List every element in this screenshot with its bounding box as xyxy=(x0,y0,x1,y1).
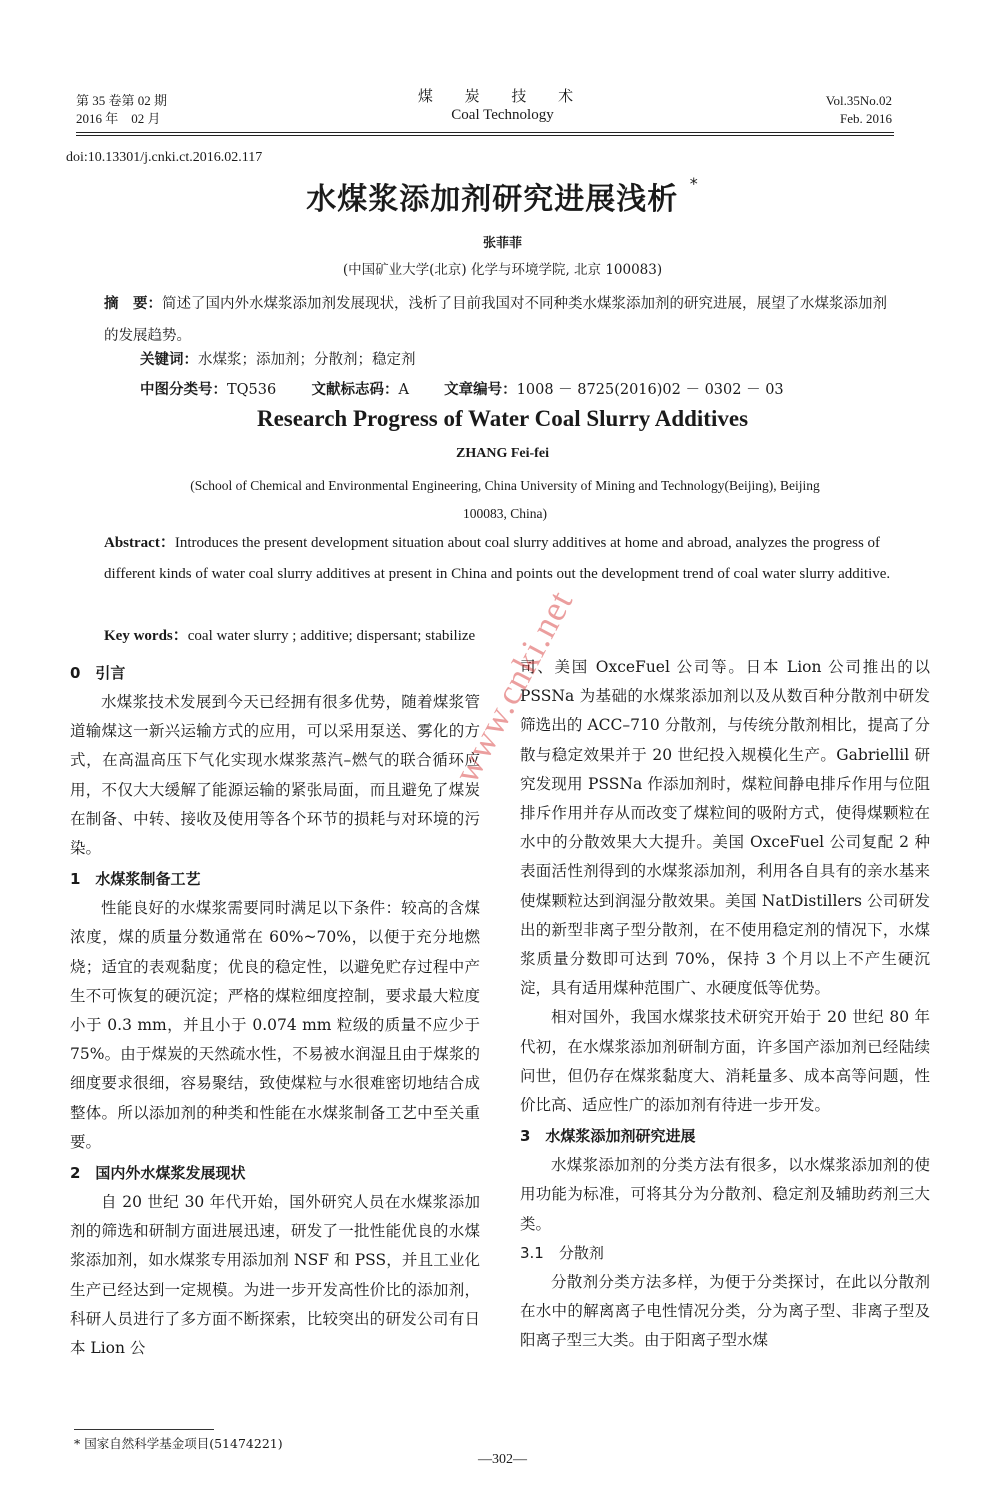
affiliation-cn: (中国矿业大学(北京) 化学与环境学院, 北京 100083) xyxy=(342,262,663,278)
running-header-right xyxy=(826,92,892,128)
paragraph-intro: 水煤浆技术发展到今天已经拥有很多优势，随着煤浆管道输煤这一新兴运输方式的应用，可以采用泵送、雾化的方式，在高温高压下气化实现水煤浆蒸汽–燃气的联合循环应用，不仅大大缓解了能源运输的紧张局面，而且避免了煤炭在制备、中转、接收及使用等各个环节的损耗与对环境的污染。 xyxy=(70,693,480,858)
keywords-cn xyxy=(140,350,416,370)
abstract-en: Abstract：Introduces the present development situation about coal slurry additives at home and abroad, analyzes the progress of different kinds of water coal slurry additives at present in China and points out the development trend of coal water slurry additive. xyxy=(104,535,891,582)
issue-date-en: Feb. 2016 xyxy=(840,111,892,126)
article-title-cn xyxy=(0,174,1005,218)
article-no-value: 1008 － 8725(2016)02 － 0302 － 03 xyxy=(516,382,784,398)
section-heading-intro: 0 引言 xyxy=(70,664,126,682)
keywords-en-label: Key words xyxy=(104,628,173,644)
keywords-cn-text: 水煤浆；添加剂；分散剂；稳定剂 xyxy=(198,352,416,368)
affiliation-en xyxy=(120,472,890,528)
clc-value: TQ536 xyxy=(227,382,277,398)
paragraph-status: 自 20 世纪 30 年代开始，国外研究人员在水煤浆添加剂的筛选和研制方面进展迅速，研发了一批性能优良的水煤浆添加剂，如水煤浆专用添加剂 NSF 和 PSS，并且工业化生产已经达到一定规模。为进一步开发高性价比的添加剂，科研人员进行了多方面不断探索，比较突出的研发公司有日本 Lion 公 xyxy=(70,1193,480,1358)
keywords-en: Key words：coal water slurry ; additive; dispersant; stabilize xyxy=(104,628,476,644)
author-cn: 张菲菲 xyxy=(482,236,522,251)
subsection-heading-dispersant: 3.1 分散剂 xyxy=(520,1243,604,1262)
section-heading-preparation: 1 水煤浆制备工艺 xyxy=(70,870,201,889)
doi[interactable]: doi:10.13301/j.cnki.ct.2016.02.117 xyxy=(66,150,263,165)
abstract-en-text: Introduces the present development situation about coal slurry additives at home and abroad, analyzes the progress of different kinds of water coal slurry additives at present in China and points out the development trend of coal water slurry additive. xyxy=(104,535,891,582)
affiliation-en-line2: 100083, China) xyxy=(463,506,547,521)
author-en: ZHANG Fei-fei xyxy=(456,446,549,461)
title-text: 水煤浆添加剂研究进展浅析 xyxy=(306,182,679,217)
doc-code-value: A xyxy=(398,382,409,398)
journal-name-en: Coal Technology xyxy=(451,107,554,123)
paragraph-status-continued: 司、美国 OxceFuel 公司等。日本 Lion 公司推出的以 PSSNa 为基础的水煤浆添加剂以及从数百种分散剂中研发筛选出的 ACC–710 分散剂，与传统分散剂相比，提高了分散与稳定效果并于 20 世纪投入规模化生产。Gabriellil 研究发现用 PSSNa 作添加剂时，煤粒间静电排斥作用与位阻排斥作用并存从而改变了煤粒间的吸附方式，使得煤颗粒在水中的分散效果大大提升。美国 OxceFuel 公司复配 2 种表面活性剂得到的水煤浆添加剂，利用各自具有的亲水基来使煤颗粒达到润湿分散效果。美国 NatDistillers 公司研发出的新型非离子型分散剂，在不使用稳定剂的情况下，水煤浆质量分数即可达到 70%，保持 3 个月以上不产生硬沉淀，具有适用煤种范围广、水硬度低等优势。 xyxy=(520,658,930,998)
issue-date: 2016 年 02 月 xyxy=(76,111,161,126)
page-number: —302— xyxy=(478,1452,527,1467)
affiliation-en-line1: (School of Chemical and Environmental Engineering, China University of Mining and Technology(Beijing), Beijing xyxy=(190,478,820,493)
keywords-en-text: coal water slurry ; additive; dispersant; stabilize xyxy=(187,628,476,644)
keywords-cn-label: 关键词： xyxy=(140,352,198,368)
abstract-cn-label: 摘 要： xyxy=(104,296,162,312)
journal-name-cn: 煤 炭 技 术 xyxy=(417,89,588,105)
abstract-cn-text: 简述了国内外水煤浆添加剂发展现状，浅析了目前我国对不同种类水煤浆添加剂的研究进展，展望了水煤浆添加剂的发展趋势。 xyxy=(104,296,887,344)
abstract-en-label: Abstract xyxy=(104,535,160,551)
header-rule xyxy=(76,132,894,133)
classification-line xyxy=(140,380,784,400)
body-column-right xyxy=(520,653,930,1355)
article-title-en: Research Progress of Water Coal Slurry Additives xyxy=(256,406,749,431)
paragraph-preparation: 性能良好的水煤浆需要同时满足以下条件：较高的含煤浓度，煤的质量分数通常在 60%~70%，以便于充分地燃烧；适宜的表观黏度；优良的稳定性，以避免贮存过程中产生不可恢复的硬沉淀；严格的煤粒细度控制，要求最大粒度小于 0.3 mm，并且小于 0.074 mm 粒级的质量不应少于 75%。由于煤炭的天然疏水性，不易被水润湿且由于煤浆的细度要求很细，容易聚结，致使煤粒与水很难密切地结合成整体。所以添加剂的种类和性能在水煤浆制备工艺中至关重要。 xyxy=(70,899,480,1151)
body-column-left xyxy=(70,657,480,1363)
clc-label: 中图分类号： xyxy=(140,382,227,398)
volume-issue: 第 35 卷第 02 期 xyxy=(76,93,168,108)
article-no-label: 文章编号： xyxy=(444,382,517,398)
volume-issue-en: Vol.35No.02 xyxy=(825,93,892,108)
paragraph-domestic: 相对国外，我国水煤浆技术研究开始于 20 世纪 80 年代初，在水煤浆添加剂研制方面，许多国产添加剂已经陆续问世，但仍存在煤浆黏度大、消耗量多、成本高等问题，性价比高、适应性广的添加剂有待进一步开发。 xyxy=(520,1008,930,1115)
paragraph-dispersant: 分散剂分类方法多样，为便于分类探讨，在此以分散剂在水中的解离离子电性情况分类，分为离子型、非离子型及阳离子型三大类。由于阳离子型水煤 xyxy=(520,1272,930,1350)
section-heading-status: 2 国内外水煤浆发展现状 xyxy=(70,1164,246,1183)
paragraph-progress: 水煤浆添加剂的分类方法有很多，以水煤浆添加剂的使用功能为标准，可将其分为分散剂、稳定剂及辅助药剂三大类。 xyxy=(520,1156,930,1233)
footnote-rule xyxy=(74,1429,214,1430)
abstract-cn xyxy=(104,288,894,352)
header-rule-thin xyxy=(76,135,894,136)
doc-code-label: 文献标志码： xyxy=(311,382,399,398)
watermark: www.cnki.net xyxy=(445,583,581,790)
title-footnote-mark: * xyxy=(689,174,699,193)
funding-footnote: * 国家自然科学基金项目(51474221) xyxy=(74,1436,283,1451)
section-heading-progress: 3 水煤浆添加剂研究进展 xyxy=(520,1127,696,1146)
